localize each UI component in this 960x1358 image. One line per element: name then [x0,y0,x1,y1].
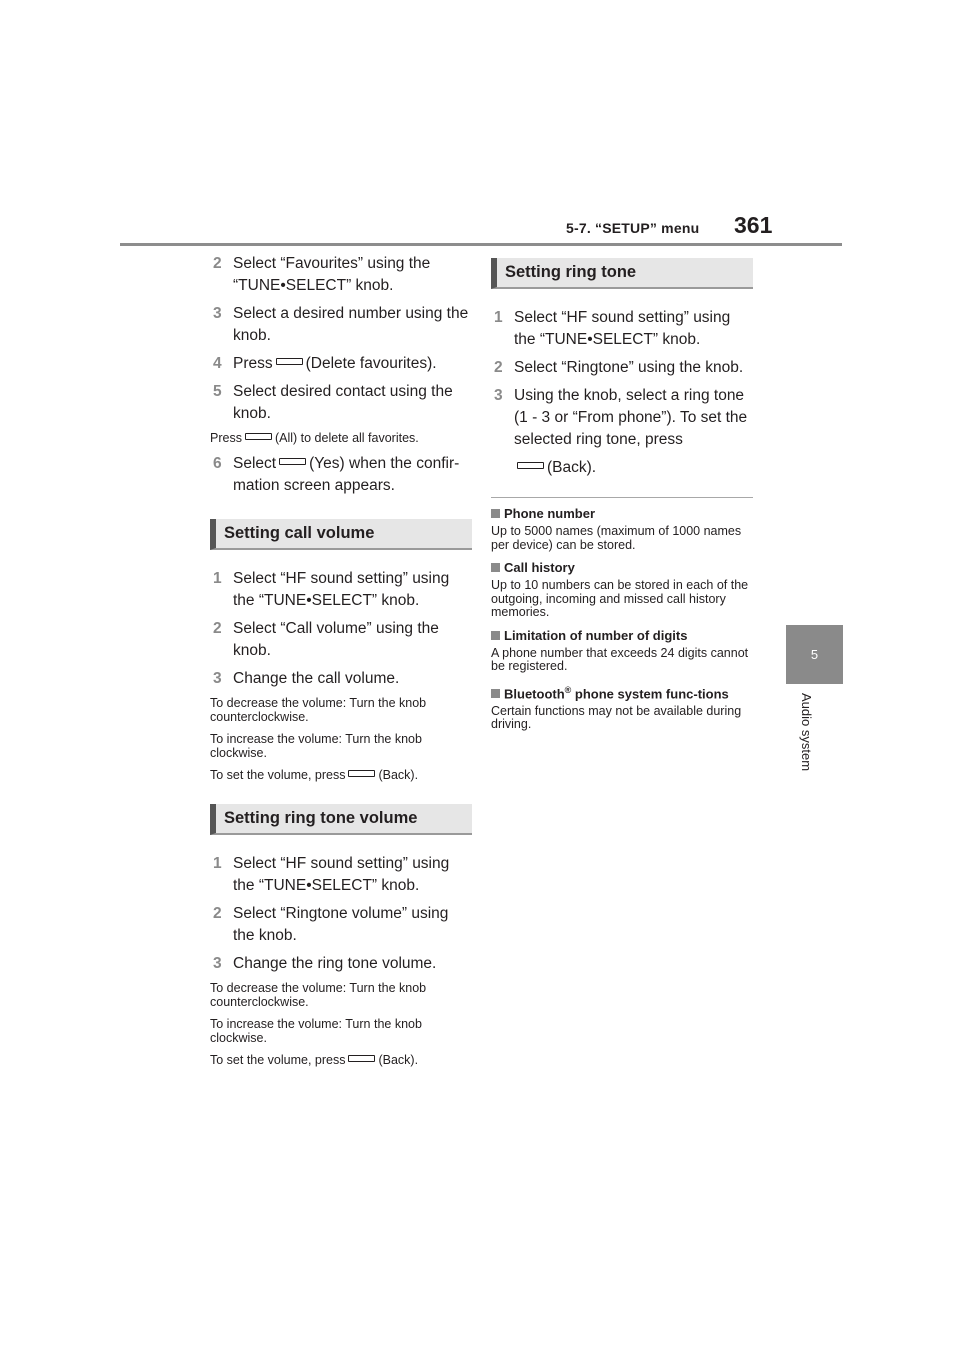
step-number: 2 [213,905,222,922]
header-rule [120,243,842,246]
step-text: Press [233,355,273,372]
note: To increase the volume: Turn the knob clockwise. [210,1017,422,1045]
step-text: Select “Favourites” using the “TUNE•SELECT” knob. [233,255,431,294]
yes-button-icon [279,458,306,465]
step [210,253,472,297]
info-title [491,506,753,522]
chapter-label [796,693,816,793]
square-bullet-icon [491,631,500,640]
delete-favourites-button-icon [276,358,303,365]
note-text: (Back). [378,1053,419,1067]
step-number: 3 [213,955,222,972]
note [210,431,472,445]
step-number: 2 [213,255,222,272]
back-button-icon [348,770,375,777]
chapter-label-text: Audio system [799,693,814,772]
note-text: To set the volume, press [210,768,346,782]
info-title-text: Bluetooth [504,685,565,701]
info-body: Certain functions may not be available during driving. [491,703,742,732]
step-number: 2 [494,359,503,376]
step-text: Using the knob, select a ring tone (1 - 3 or “From phone”). To set the selected ring tone, press [514,387,748,448]
step-text: (Delete favourites). [305,355,437,372]
info-title-text: Phone number [504,506,596,521]
step-number: 6 [213,455,222,472]
step-text: Select “HF sound setting” using the “TUNE•SELECT” knob. [233,570,450,609]
info-title [491,560,753,576]
info-body: Up to 10 numbers can be stored in each of the outgoing, incoming and missed call history memories. [491,578,749,619]
note-text: Press [210,431,242,445]
note [210,768,472,782]
section-heading-call-volume: Setting call volume [210,519,472,550]
right-column [491,253,753,740]
section-heading-ring-tone: Setting ring tone [491,258,753,289]
square-bullet-icon [491,509,500,518]
step-text: Select a desired number using the knob. [233,305,469,344]
step-number: 2 [213,620,222,637]
info-title [491,682,753,702]
step-number: 3 [213,305,222,322]
step [491,357,753,379]
note-text: (All) to delete all favorites. [274,431,419,445]
step-number: 1 [494,309,503,326]
step-text: (Yes) when the confir-mation screen appears. [233,455,460,494]
back-button-icon [517,462,544,469]
step [210,853,472,897]
info-title-text: Call history [504,560,575,575]
note-text: (Back). [378,768,419,782]
divider [491,497,753,498]
chapter-tab[interactable]: 5 [786,625,843,684]
step [210,903,472,947]
step-text: Select “Call volume” using the knob. [233,620,439,659]
step-text: Select desired contact using the knob. [233,383,453,422]
step-number: 3 [494,387,503,404]
note: To increase the volume: Turn the knob clockwise. [210,732,422,760]
step [210,668,472,690]
note: To decrease the volume: Turn the knob counterclockwise. [210,981,427,1009]
step [210,618,472,662]
step-number: 4 [213,355,222,372]
info-title-text: phone system func-tions [571,685,729,701]
step [491,385,753,479]
page-number: 361 [734,212,773,238]
step-text: Select “HF sound setting” using the “TUNE•SELECT” knob. [233,855,450,894]
back-button-icon [348,1055,375,1062]
square-bullet-icon [491,689,500,698]
step-text: Change the ring tone volume. [233,955,437,972]
left-column [210,253,472,1075]
all-button-icon [245,433,272,440]
step-number: 1 [213,855,222,872]
step [210,953,472,975]
info-title [491,628,753,644]
step-text: (Back). [547,459,597,476]
step-number: 5 [213,383,222,400]
note-text: To set the volume, press [210,1053,346,1067]
step [210,453,472,497]
step-text: Select [233,455,277,472]
step-number: 1 [213,570,222,587]
note: To decrease the volume: Turn the knob counterclockwise. [210,696,427,724]
info-title-text: Limitation of number of digits [504,627,688,643]
step [210,381,472,425]
step [210,568,472,612]
step [491,307,753,351]
info-body: A phone number that exceeds 24 digits cannot be registered. [491,645,749,673]
step-text: Select “HF sound setting” using the “TUNE•SELECT” knob. [514,309,731,348]
section-heading-ring-tone-volume: Setting ring tone volume [210,804,472,835]
step [210,353,472,375]
section-reference: 5-7. “SETUP” menu [566,220,700,236]
step [210,303,472,347]
info-body: Up to 5000 names (maximum of 1000 names per device) can be stored. [491,524,742,552]
registered-mark: ® [564,684,572,695]
square-bullet-icon [491,563,500,572]
step-text: Select “Ringtone volume” using the knob. [233,905,449,944]
step-text: Select “Ringtone” using the knob. [514,359,744,376]
step-number: 3 [213,670,222,687]
note [210,1053,472,1067]
step-text: Change the call volume. [233,670,400,687]
